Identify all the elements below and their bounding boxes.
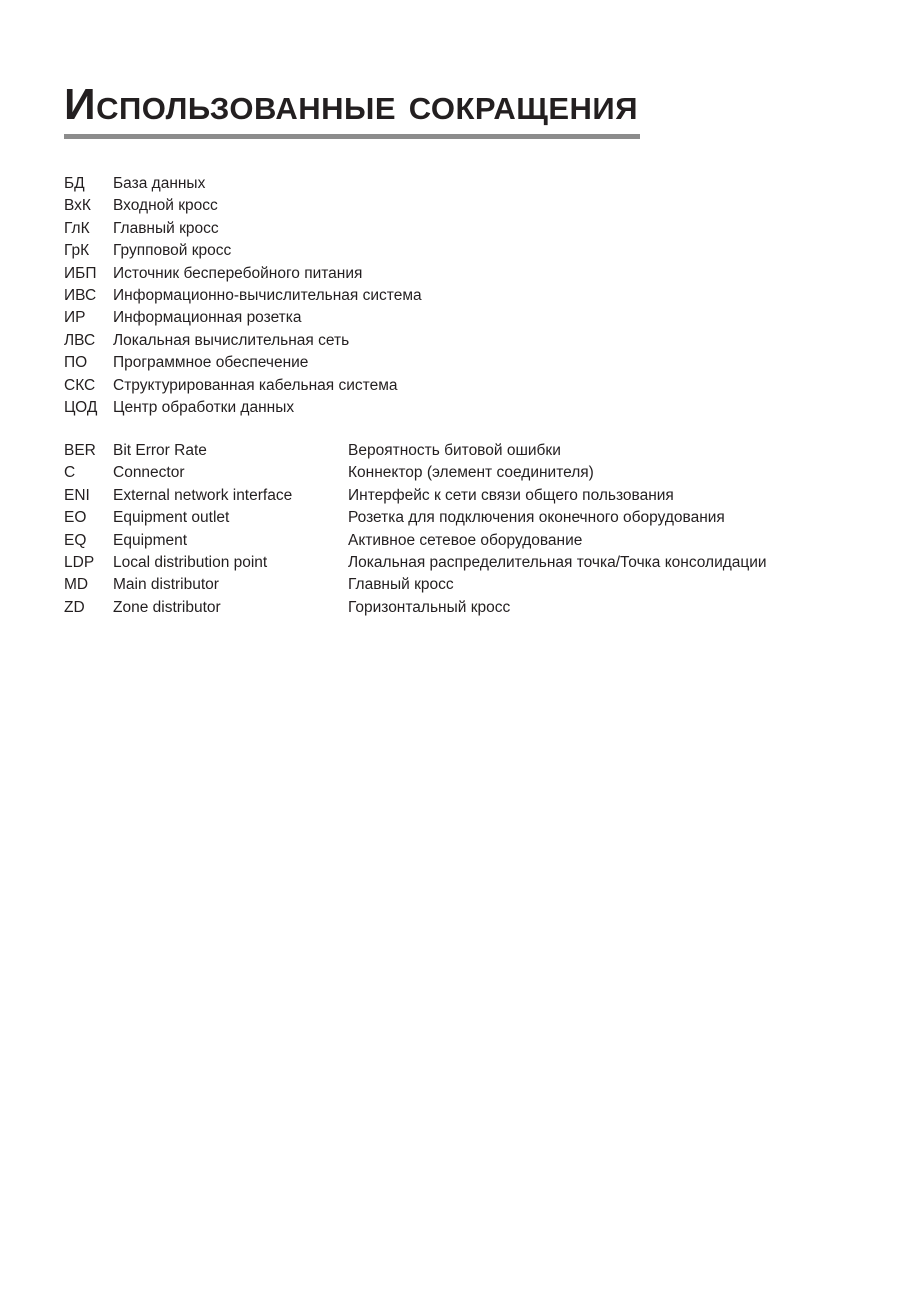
abbreviation-translation: Розетка для подключения оконечного оборудования <box>348 509 725 527</box>
abbreviation: C <box>64 464 76 482</box>
abbreviation-translation: Локальная распределительная точка/Точка консолидации <box>348 553 767 571</box>
abbreviation-translation: Коннектор (элемент соединителя) <box>348 464 594 482</box>
abbreviation-meaning: Групповой кросс <box>113 242 232 260</box>
abbreviation-meaning: Zone distributor <box>113 598 221 616</box>
abbreviation-meaning: База данных <box>113 175 206 192</box>
abbreviation: БД <box>64 175 85 192</box>
abbreviation-meaning: Local distribution point <box>113 553 268 571</box>
abbreviation-meaning: Информационная розетка <box>113 309 302 327</box>
abbreviation: MD <box>64 576 89 594</box>
abbreviation-meaning: Equipment outlet <box>113 509 230 527</box>
abbreviation-meaning: Локальная вычислительная сеть <box>113 331 350 349</box>
abbreviation-meaning: Main distributor <box>113 576 219 594</box>
abbreviation: ГлК <box>64 219 90 237</box>
abbreviation-translation: Вероятность битовой ошибки <box>348 442 561 459</box>
abbreviation: ZD <box>64 598 85 616</box>
abbreviation: ЦОД <box>64 398 98 416</box>
abbreviation: ПО <box>64 354 88 372</box>
abbreviation-meaning: External network interface <box>113 486 293 504</box>
page-title: Использованные сокращения <box>64 80 638 129</box>
abbreviation-translation: Горизонтальный кросс <box>348 598 511 616</box>
abbreviation-meaning: Connector <box>113 464 185 482</box>
abbreviation-meaning: Структурированная кабельная система <box>113 376 398 394</box>
abbreviation-meaning: Входной кросс <box>113 197 218 215</box>
abbreviation: BER <box>64 442 96 459</box>
abbreviation: ИБП <box>64 264 97 282</box>
abbreviation: ENI <box>64 486 90 504</box>
abbreviation: EO <box>64 509 87 527</box>
abbreviation-meaning: Программное обеспечение <box>113 354 309 372</box>
abbreviation-meaning: Главный кросс <box>113 219 219 237</box>
abbreviation-meaning: Bit Error Rate <box>113 442 207 459</box>
abbreviation-meaning: Центр обработки данных <box>113 398 295 416</box>
abbreviation: ЛВС <box>64 331 96 349</box>
abbreviation-meaning: Источник бесперебойного питания <box>113 264 363 282</box>
abbreviation: ВхК <box>64 197 91 215</box>
abbreviation-translation: Интерфейс к сети связи общего пользования <box>348 486 674 504</box>
title-underline <box>64 134 640 139</box>
abbreviation: ГрК <box>64 242 90 260</box>
abbreviation: EQ <box>64 531 87 549</box>
abbreviation: ИВС <box>64 286 97 304</box>
abbreviation-translation: Активное сетевое оборудование <box>348 531 583 549</box>
abbreviation-meaning: Информационно-вычислительная система <box>113 286 422 304</box>
abbreviation-translation: Главный кросс <box>348 576 454 594</box>
abbreviation: ИР <box>64 309 86 327</box>
abbreviation-meaning: Equipment <box>113 531 188 549</box>
abbreviation: LDP <box>64 553 95 571</box>
abbreviation: СКС <box>64 376 96 394</box>
